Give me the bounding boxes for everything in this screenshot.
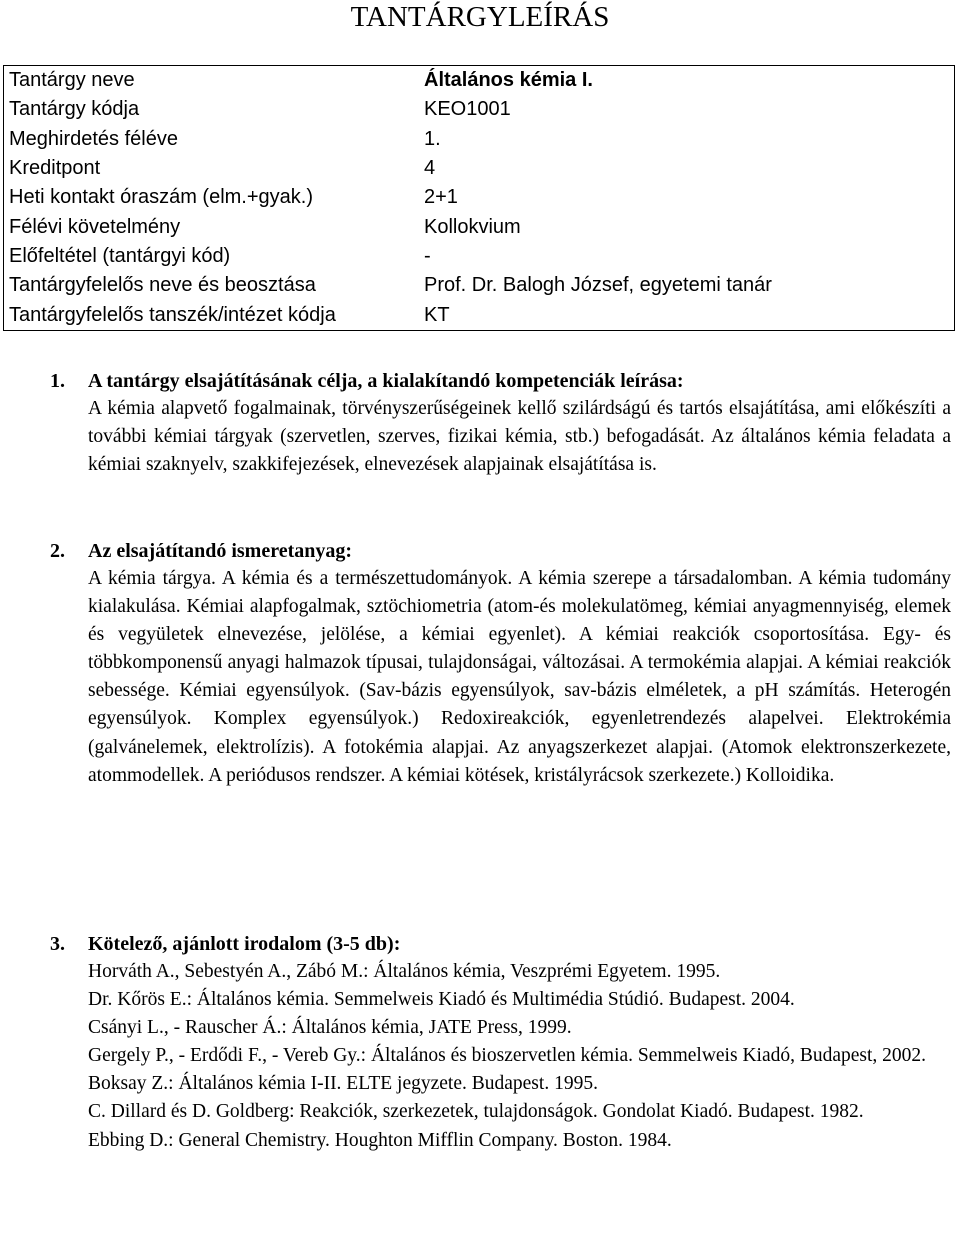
section-number: 3. bbox=[50, 933, 65, 955]
list-item: Horváth A., Sebestyén A., Zábó M.: Általános kémia, Veszprémi Egyetem. 1995. bbox=[88, 961, 721, 982]
section-title: A tantárgy elsajátításának célja, a kialakítandó kompetenciák leírása: bbox=[88, 370, 684, 392]
row-value: Kollokvium bbox=[424, 215, 521, 238]
row-label: Előfeltétel (tantárgyi kód) bbox=[9, 244, 231, 267]
row-value: KT bbox=[424, 303, 450, 326]
list-item: C. Dillard és D. Goldberg: Reakciók, szerkezetek, tulajdonságok. Gondolat Kiadó. Budapest. 1982. bbox=[88, 1101, 864, 1123]
list-item: Dr. Kőrös E.: Általános kémia. Semmelweis Kiadó és Multimédia Stúdió. Budapest. 2004. bbox=[88, 989, 795, 1011]
row-value: Általános kémia I. bbox=[424, 69, 593, 92]
row-label: Tantárgyfelelős tanszék/intézet kódja bbox=[9, 303, 336, 326]
table-row bbox=[4, 154, 955, 183]
section-text: A kémia alapvető fogalmainak, törvényszerűségeinek kellő szilárdságú és tartós elsajátítása, ami előkészíti a további kémiai tárgyak (szervetlen, szerves, fizikai kémia, stb.) befogadását. Az általános kémia feladata a kémiai szaknyelv, szakkifejezések, elnevezések alapjainak elsajátítása is. bbox=[88, 398, 951, 476]
section-heading bbox=[50, 930, 951, 958]
section-literature bbox=[46, 930, 951, 1155]
row-value: 1. bbox=[424, 127, 441, 150]
section-title: Az elsajátítandó ismeretanyag: bbox=[88, 540, 353, 562]
reference-list bbox=[88, 958, 951, 1155]
section-heading bbox=[50, 537, 951, 565]
table-row bbox=[4, 66, 955, 96]
page-title: TANTÁRGYLEÍRÁS bbox=[350, 1, 610, 33]
list-item: Csányi L., - Rauscher Á.: Általános kémia, JATE Press, 1999. bbox=[88, 1017, 572, 1039]
table-row bbox=[4, 271, 955, 300]
table-row bbox=[4, 212, 955, 241]
section-heading bbox=[50, 367, 951, 395]
row-label: Tantárgyfelelős neve és beosztása bbox=[9, 274, 316, 297]
row-label: Heti kontakt óraszám (elm.+gyak.) bbox=[9, 186, 313, 209]
row-value: KEO1001 bbox=[424, 98, 511, 121]
list-item: Gergely P., - Erdődi F., - Vereb Gy.: Általános és bioszervetlen kémia. Semmelweis Kiadó, Budapest, 2002. bbox=[88, 1045, 927, 1067]
table-row bbox=[4, 125, 955, 154]
table-row bbox=[4, 300, 955, 330]
row-value: 4 bbox=[424, 157, 436, 180]
row-label: Félévi követelmény bbox=[9, 215, 181, 238]
row-value: Prof. Dr. Balogh József, egyetemi tanár bbox=[424, 274, 772, 297]
table-row bbox=[4, 95, 955, 124]
section-objectives bbox=[46, 367, 951, 479]
row-label: Meghirdetés féléve bbox=[9, 127, 178, 150]
row-value: 2+1 bbox=[424, 186, 458, 209]
section-curriculum bbox=[46, 537, 951, 790]
section-number: 2. bbox=[50, 540, 65, 562]
row-label: Tantárgy kódja bbox=[9, 98, 140, 121]
section-text: A kémia tárgya. A kémia és a természettudományok. A kémia szerepe a társadalomban. A kémia tudomány kialakulása. Kémiai alapfogalmak, sztöchiometria (atom-és molekulatömeg, kémiai anyagmennyiség, elemek és vegyületek elnevezése, jelölése, a kémiai egyenlet). A kémiai reakciók csoportosítása. Egy- és többkomponensű anyagi halmazok típusai, tulajdonságai, változásai. A termokémia alapjai. A kémiai reakciók sebessége. Kémiai egyensúlyok. (Sav-bázis egyensúlyok, sav-bázis elméletek, a pH számítás. Heterogén egyensúlyok. Komplex egyensúlyok.) Redoxireakciók, egyenletrendezés alapelvei. Elektrokémia (galvánelemek, elektrolízis). A fotokémia alapjai. Az anyagszerkezet alapjai. (Atomok elektronszerkezete, atommodellek. A periódusos rendszer. A kémiai kötések, kristályrácsok szerkezete.) Kolloidika. bbox=[88, 568, 951, 786]
row-label: Kreditpont bbox=[9, 157, 101, 180]
section-title: Kötelező, ajánlott irodalom (3-5 db): bbox=[88, 933, 401, 955]
list-item: Boksay Z.: Általános kémia I-II. ELTE jegyzete. Budapest. 1995. bbox=[88, 1073, 598, 1095]
row-label: Tantárgy neve bbox=[9, 69, 135, 92]
table-row bbox=[4, 183, 955, 212]
table-row bbox=[4, 242, 955, 271]
course-info-table bbox=[3, 65, 955, 331]
section-number: 1. bbox=[50, 370, 65, 392]
list-item: Ebbing D.: General Chemistry. Houghton Mifflin Company. Boston. 1984. bbox=[88, 1129, 672, 1151]
row-value: - bbox=[424, 244, 431, 267]
